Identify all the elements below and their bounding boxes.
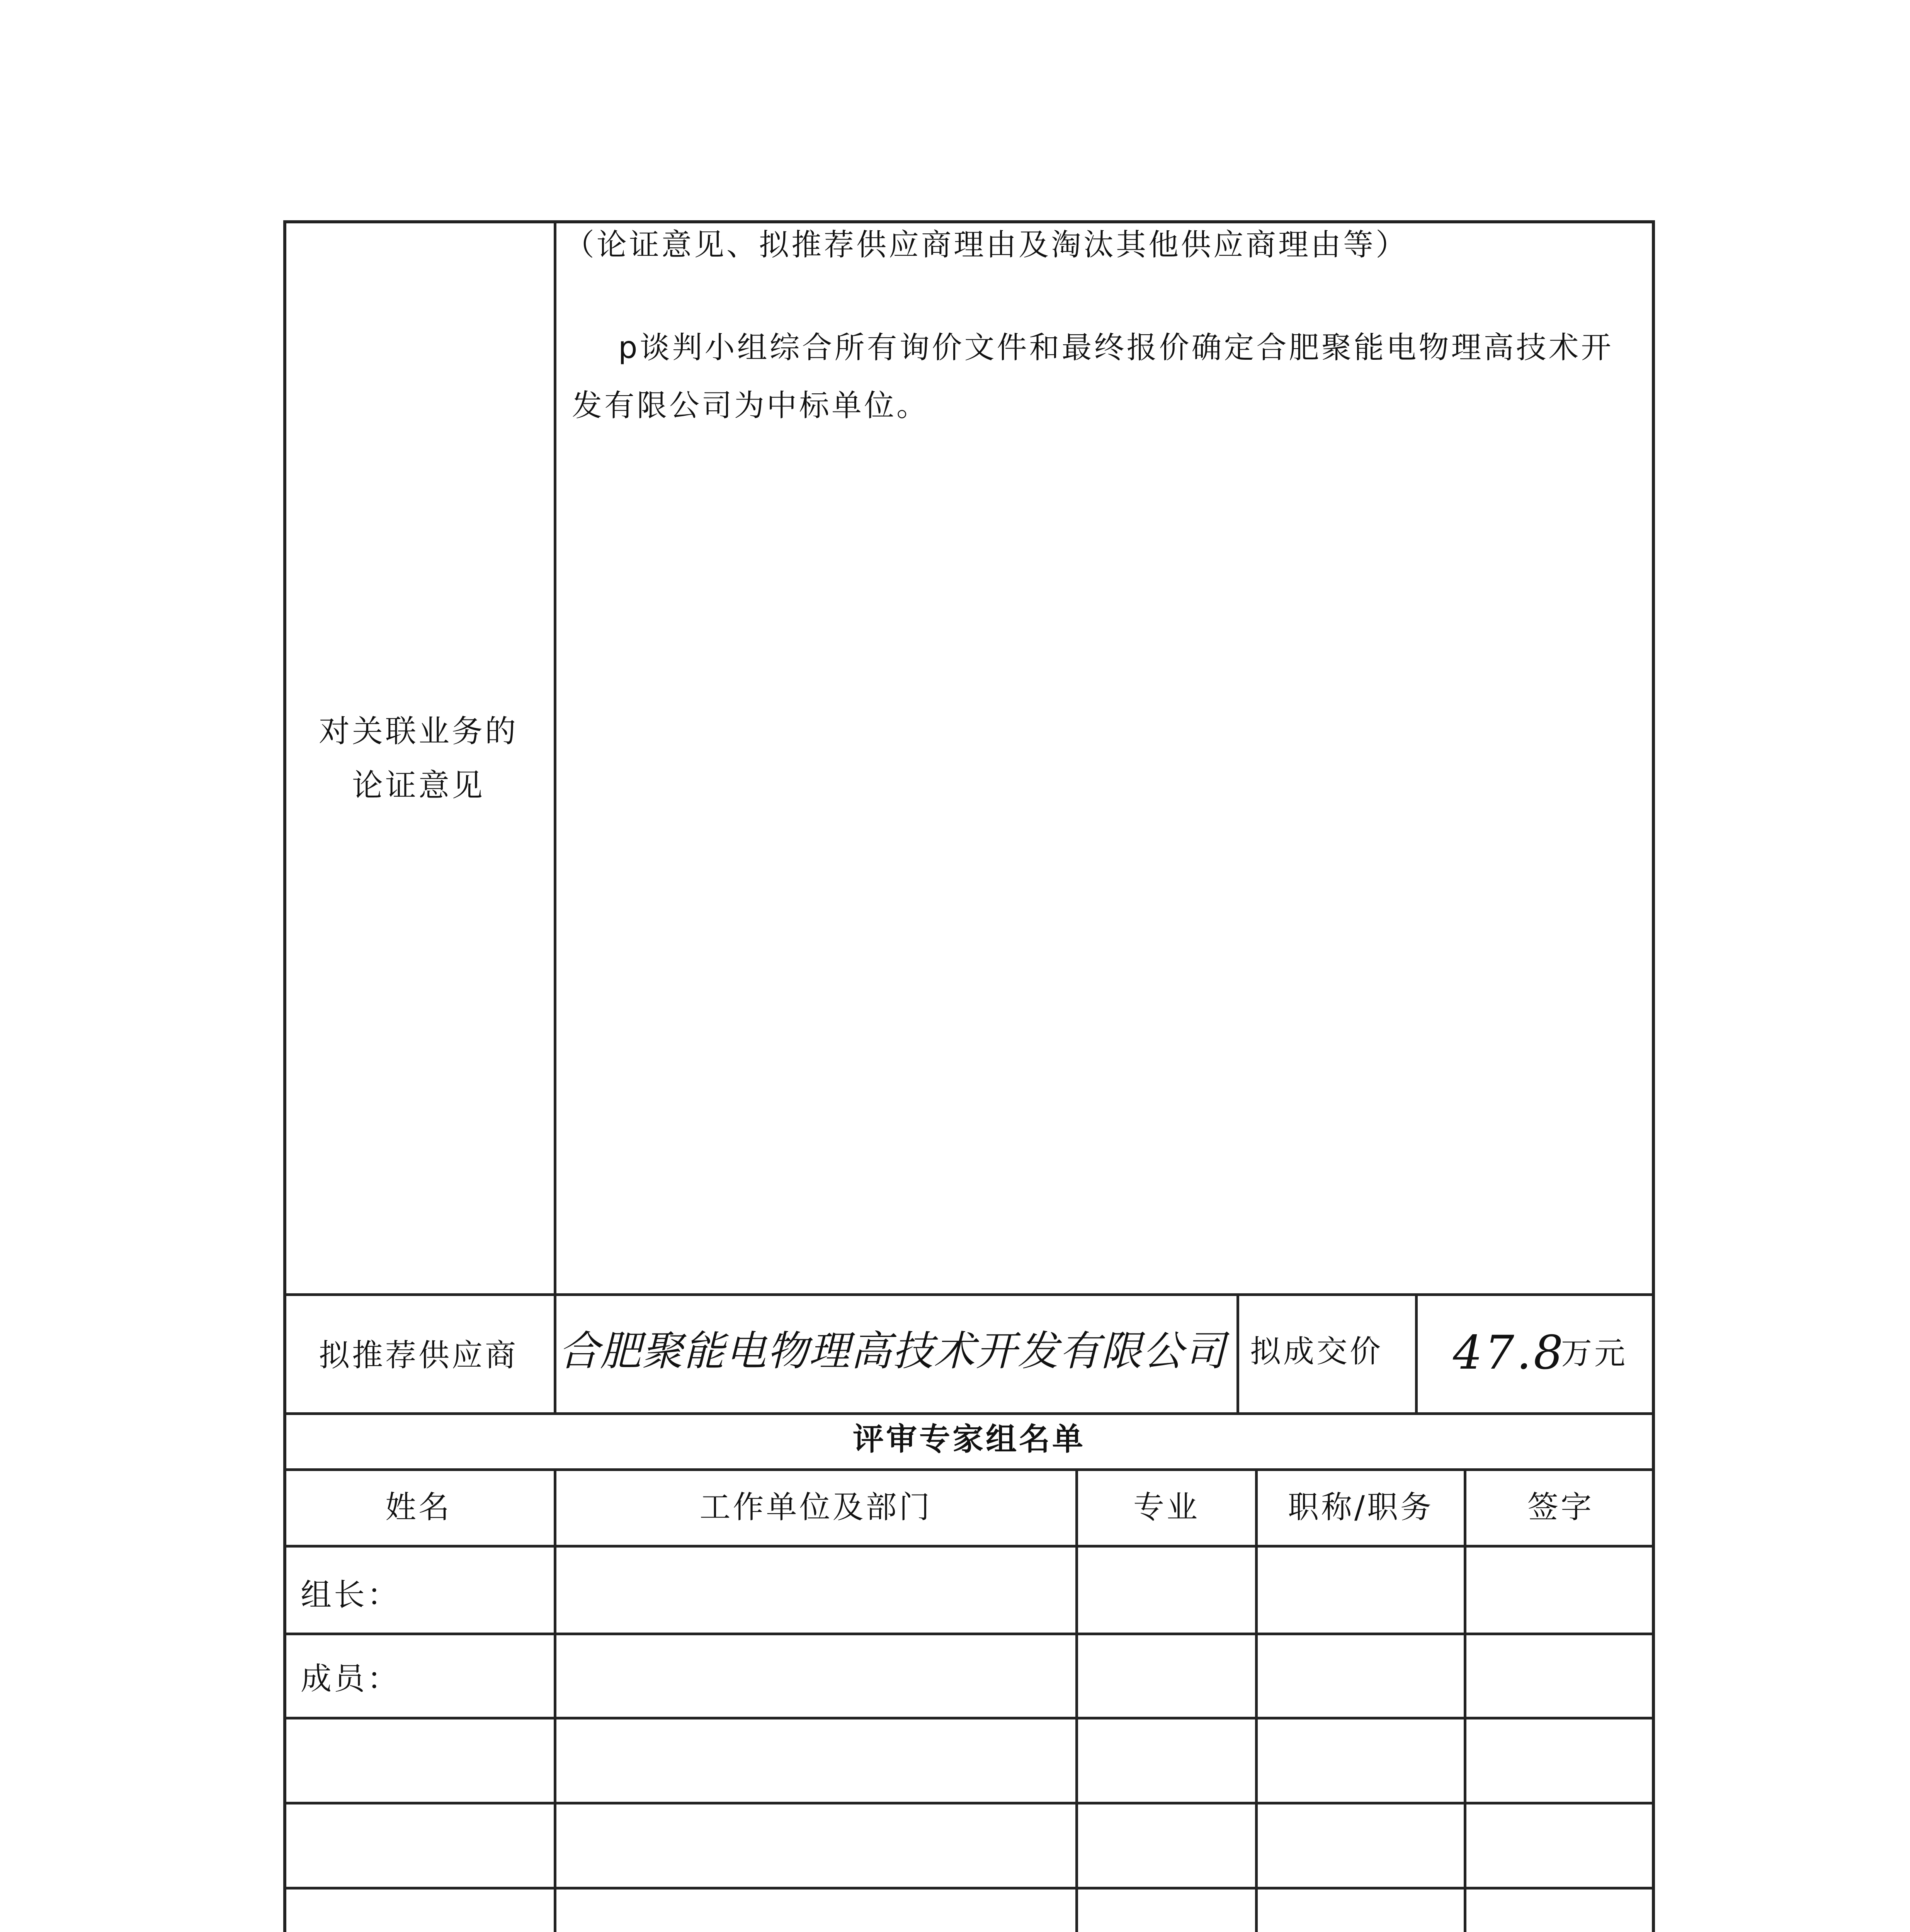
supplier-label: 拟推荐供应商 [319, 1337, 518, 1373]
opinion-label-line1: 对关联业务的 [319, 713, 518, 749]
rule-row3-top [283, 1717, 1655, 1719]
opinion-label-line2: 论证意见 [352, 767, 485, 803]
opinion-hint: （论证意见、拟推荐供应商理由及淘汰其他供应商理由等） [564, 228, 1408, 262]
rule-row2-top [283, 1633, 1655, 1635]
procurement-form [283, 220, 1655, 1932]
header-name: 姓名 [385, 1489, 452, 1525]
price-unit: 万元 [1561, 1335, 1628, 1371]
rule-row5-top [283, 1887, 1655, 1889]
rule-sign-col [1464, 1468, 1466, 1932]
header-signature: 签字 [1527, 1489, 1594, 1525]
expert-list-title: 评审专家组名单 [853, 1421, 1085, 1457]
rule-label-col-top [554, 220, 556, 1412]
header-major: 专业 [1133, 1489, 1200, 1525]
rule-price-value-left [1415, 1293, 1418, 1412]
price-handwritten-value: 47.8 [1453, 1326, 1566, 1380]
rule-major-col [1075, 1468, 1078, 1932]
rule-expert-header-top [283, 1468, 1655, 1471]
rule-expert-title-top [283, 1412, 1655, 1415]
rule-price-label-left [1236, 1293, 1239, 1412]
opinion-body: p谈判小组综合所有询价文件和最终报价确定合肥聚能电物理高技术开发有限公司为中标单位。 [572, 330, 1614, 423]
price-label: 拟成交价 [1250, 1333, 1383, 1369]
rule-supplier-top [283, 1293, 1655, 1296]
row-leader-label: 组长： [301, 1577, 400, 1613]
header-title: 职称/职务 [1288, 1489, 1434, 1525]
rule-row1-top [283, 1545, 1655, 1548]
rule-title-col [1255, 1468, 1258, 1932]
header-organization: 工作单位及部门 [699, 1489, 932, 1525]
rule-name-col [554, 1468, 556, 1932]
rule-row4-top [283, 1802, 1655, 1804]
supplier-handwritten-name: 合肥聚能电物理高技术开发有限公司 [558, 1327, 1226, 1375]
row-member-label: 成员： [301, 1661, 400, 1697]
